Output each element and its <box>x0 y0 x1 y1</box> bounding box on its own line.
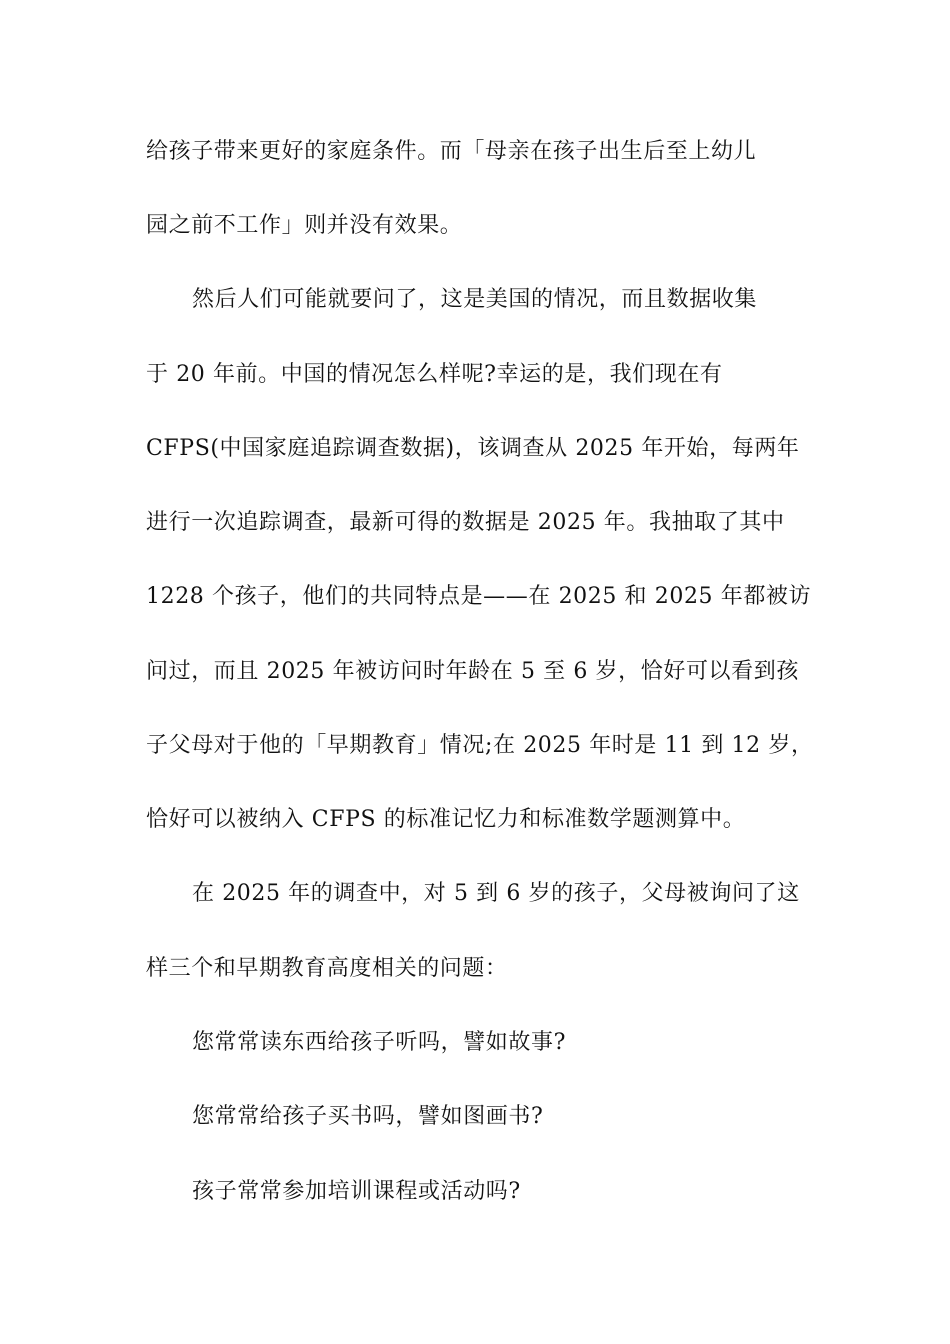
paragraph-line: 问过，而且 2025 年被访问时年龄在 5 至 6 岁，恰好可以看到孩 <box>146 659 799 684</box>
question-line: 孩子常常参加培训课程或活动吗? <box>192 1179 521 1204</box>
paragraph-line: 给孩子带来更好的家庭条件。而「母亲在孩子出生后至上幼儿 <box>146 139 757 164</box>
paragraph-line: 恰好可以被纳入 CFPS 的标准记忆力和标准数学题测算中。 <box>146 807 746 832</box>
paragraph-line: CFPS(中国家庭追踪调查数据)，该调查从 2025 年开始，每两年 <box>146 436 800 461</box>
paragraph-line: 在 2025 年的调查中，对 5 到 6 岁的孩子，父母被询问了这 <box>192 881 800 906</box>
paragraph-line: 进行一次追踪调查，最新可得的数据是 2025 年。我抽取了其中 <box>146 510 785 535</box>
paragraph-line: 园之前不工作」则并没有效果。 <box>146 213 463 238</box>
question-line: 您常常读东西给孩子听吗，譬如故事? <box>192 1030 566 1055</box>
paragraph-line: 子父母对于他的「早期教育」情况;在 2025 年时是 11 到 12 岁， <box>146 733 814 758</box>
paragraph-line: 1228 个孩子，他们的共同特点是——在 2025 和 2025 年都被访 <box>146 584 812 609</box>
question-line: 您常常给孩子买书吗，譬如图画书? <box>192 1104 544 1129</box>
paragraph-line: 然后人们可能就要问了，这是美国的情况，而且数据收集 <box>192 287 758 312</box>
paragraph-line: 于 20 年前。中国的情况怎么样呢?幸运的是，我们现在有 <box>146 362 723 387</box>
paragraph-line: 样三个和早期教育高度相关的问题： <box>146 956 508 981</box>
